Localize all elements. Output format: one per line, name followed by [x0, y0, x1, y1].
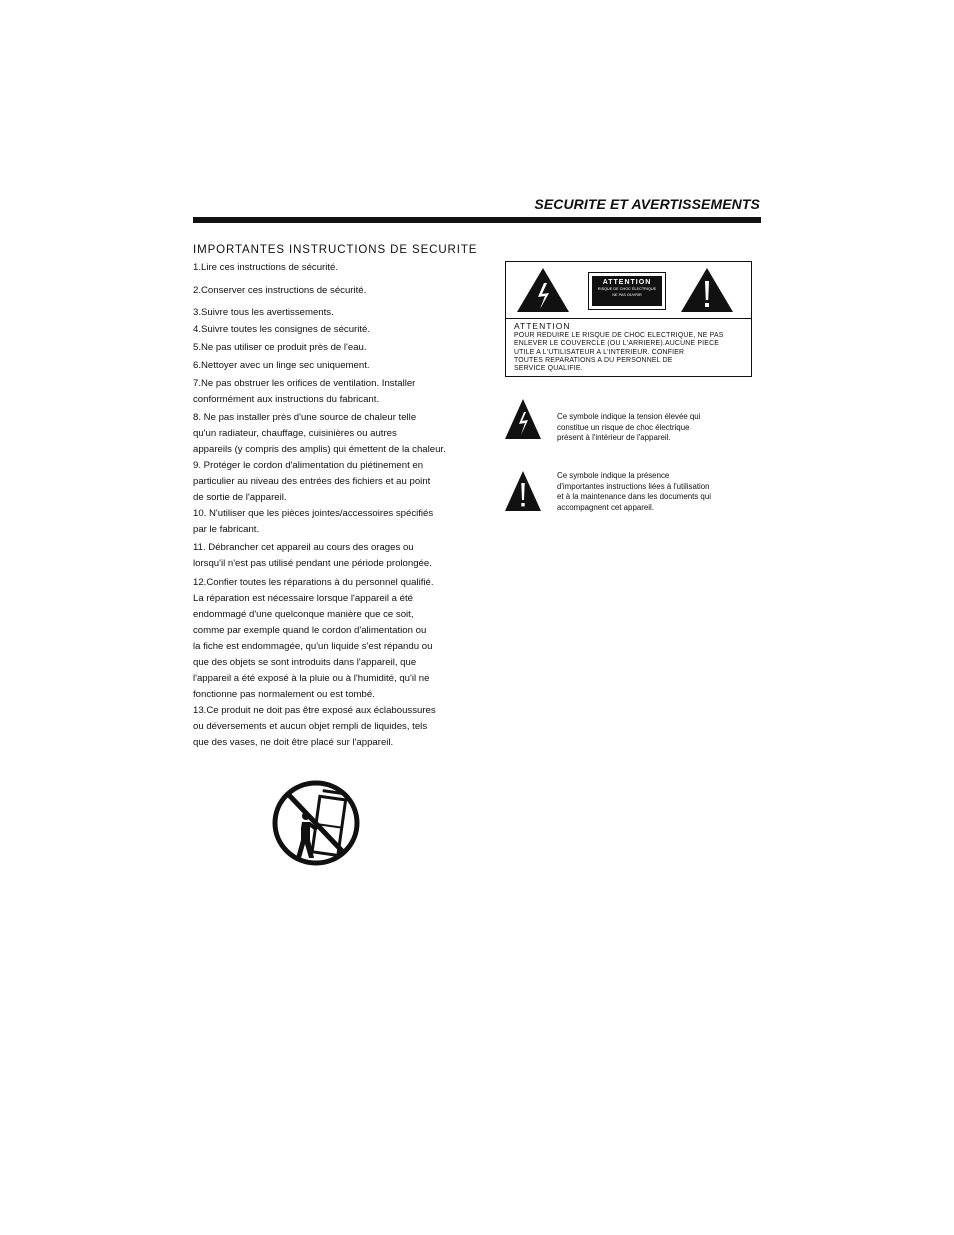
cart-tipover-warning-icon — [272, 780, 362, 866]
page-title: SECURITE ET AVERTISSEMENTS — [534, 196, 760, 212]
lightning-bolt-triangle-icon — [504, 398, 542, 440]
instruction-item-8: 8. Ne pas installer près d'une source de chaleur telle qu'un radiateur, chauffage, cuisinières ou autres appareils (y compris des amplis) qui émettent de la chaleur. — [193, 412, 446, 455]
instruction-item-1: 1.Lire ces instructions de sécurité. — [193, 262, 339, 273]
symbol-description-instructions: Ce symbole indique la présence d'importantes instructions liées à l'utilisation et à la maintenance dans les documents qui accompagnent cet appareil. — [557, 471, 711, 512]
instruction-item-3: 3.Suivre tous les avertissements. — [193, 307, 334, 318]
attention-label-line: NE PAS OUVRIR — [612, 293, 642, 297]
instruction-item-11: 11. Débrancher cet appareil au cours des orages ou lorsqu'il n'est pas utilisé pendant une période prolongée. — [193, 542, 432, 569]
instruction-item-10: 10. N'utiliser que les pièces jointes/accessoires spécifiés par le fabricant. — [193, 508, 434, 535]
instruction-item-12: 12.Confier toutes les réparations à du personnel qualifié. La réparation est nécessaire lorsque l'appareil a été endommagé d'une quelconque manière que ce soit, comme par exemple quand le cordon d'alimentation ou la fiche est endommagée, qu'un liquide s'est répandu ou que des objets se sont introduits dans l'appareil, que l'appareil a été exposé à la pluie ou à l'humidité, qu'il ne fonctionne pas normalement ou est tombé. — [193, 577, 434, 700]
heading-rule — [193, 217, 761, 223]
box-attention-title: ATTENTION — [514, 321, 571, 331]
box-divider — [506, 318, 751, 319]
instruction-item-9: 9. Protéger le cordon d'alimentation du piétinement en particulier au niveau des entrées des fichiers et au point de sortie de l'appareil. — [193, 460, 431, 503]
instructions-title: IMPORTANTES INSTRUCTIONS DE SECURITE — [193, 244, 478, 256]
instruction-item-4: 4.Suivre toutes les consignes de sécurité. — [193, 324, 371, 335]
symbol-description-voltage: Ce symbole indique la tension élevée qui constitue un risque de choc électrique présent à l'intérieur de l'appareil. — [557, 412, 701, 442]
instruction-item-6: 6.Nettoyer avec un linge sec uniquement. — [193, 360, 370, 371]
exclamation-triangle-icon — [504, 470, 542, 512]
box-warning-text: POUR REDUIRE LE RISQUE DE CHOC ELECTRIQUE, NE PAS ENLEVER LE COUVERCLE (OU L'ARRIERE).AUCUNE PIECE UTILE A L'UTILISATEUR A L'INTERIEUR. CONFIER TOUTES REPARATIONS A DU PERSONNEL DE SERVICE QUALIFIE. — [514, 332, 724, 373]
lightning-bolt-triangle-icon — [516, 267, 570, 313]
instruction-item-2: 2.Conserver ces instructions de sécurité. — [193, 285, 367, 296]
instruction-item-5: 5.Ne pas utiliser ce produit près de l'eau. — [193, 342, 367, 353]
attention-label-title: ATTENTION — [602, 279, 652, 286]
attention-label-line: RISQUE DE CHOC ÉLECTRIQUE — [597, 287, 657, 291]
instruction-item-7: 7.Ne pas obstruer les orifices de ventilation. Installer conformément aux instructions du fabricant. — [193, 378, 416, 405]
attention-label — [588, 272, 666, 310]
instruction-item-13: 13.Ce produit ne doit pas être exposé aux éclaboussures ou déversements et aucun objet rempli de liquides, tels que des vases, ne doit être placé sur l'appareil. — [193, 705, 436, 748]
warning-box — [505, 261, 752, 377]
exclamation-triangle-icon — [680, 267, 734, 313]
